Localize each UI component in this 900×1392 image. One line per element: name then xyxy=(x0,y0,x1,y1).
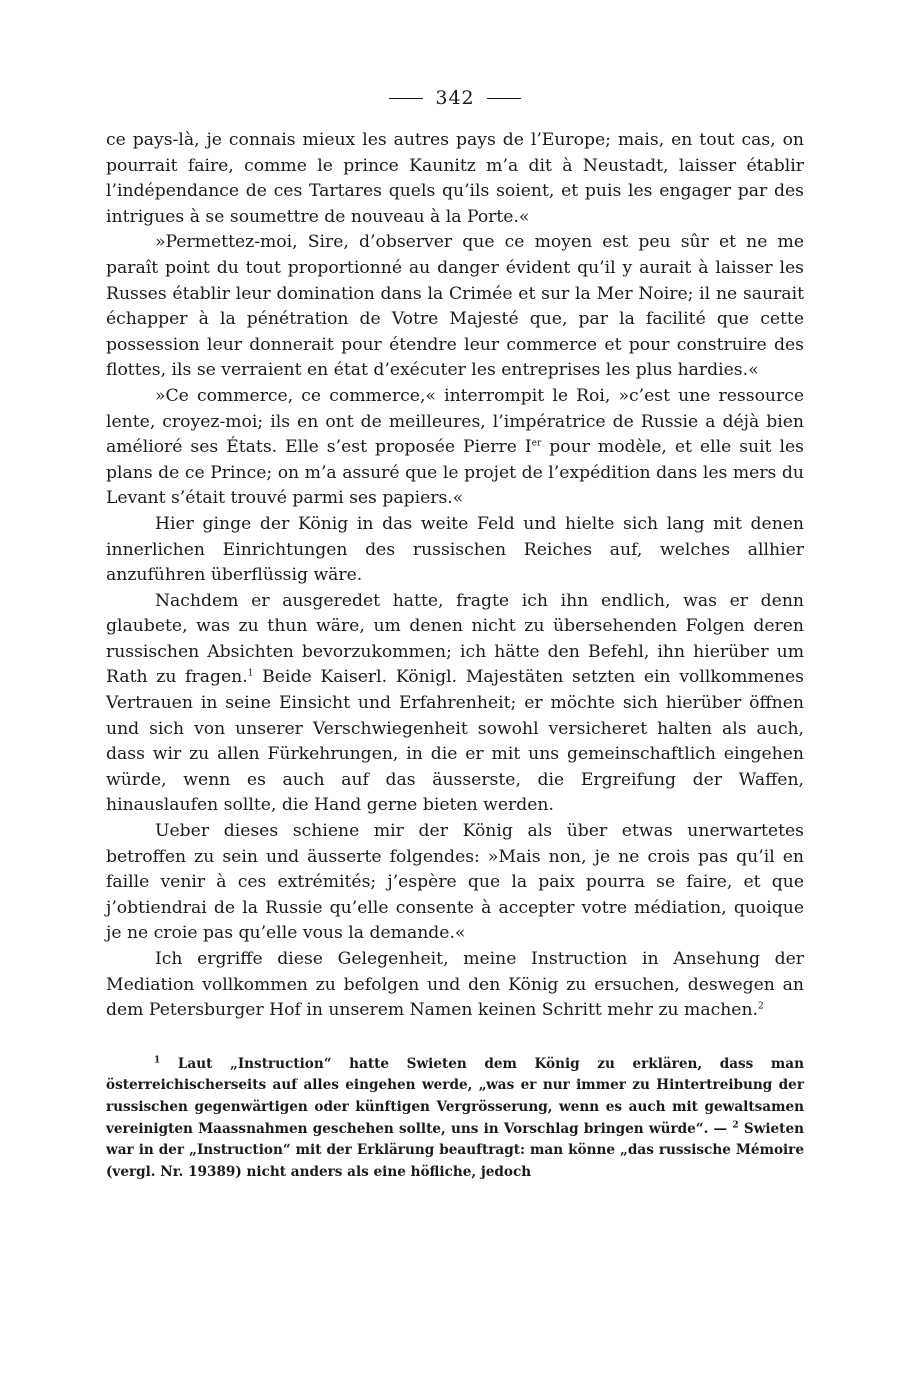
paragraph-text: Hier ginge der König in das weite Feld und hielte sich lang mit denen innerlichen Einrichtungen des russischen Reiches auf, welches allhier anzuführen überflüssig wäre. xyxy=(106,513,804,586)
paragraph-2 xyxy=(106,230,804,384)
footnotes xyxy=(106,1054,804,1184)
paragraph-text: »Ce commerce, ce commerce,« interrompit le Roi, »c’est une ressource lente, croyez-moi; ils en ont de meilleures, l’impératrice de Russie a déjà bien amélioré ses États. Elle s’est proposée Pierre I xyxy=(106,385,804,458)
paragraph-text: pour modèle, et elle suit les plans de ce Prince; on m’a assuré que le projet de l’expédition dans les mers du Levant s’était trouvé parmi ses papiers.« xyxy=(106,437,804,509)
paragraph-text: ce pays-là, je connais mieux les autres pays de l’Europe; mais, en tout cas, on pourrait faire, comme le prince Kaunitz m’a dit à Neustadt, laisser établir l’indépendance de ces Tartares quels qu’ils soient, et puis les engager par des intrigues à se soumettre de nouveau à la Porte.« xyxy=(106,130,804,227)
footnote-ref-2[interactable]: 2 xyxy=(757,1001,764,1012)
paragraph-text: Ueber dieses schiene mir der König als über etwas unerwartetes betroffen zu sein und äusserte folgendes: »Mais non, je ne crois pas qu’il en faille venir à ces extrémités; j’espère que la paix pourra se faire, et que j’obtiendrai de la Russie qu’elle consente à accepter votre médiation, quoique je ne croie pas qu’elle vous la demande.« xyxy=(106,821,804,944)
body-text xyxy=(106,128,804,1024)
footnote-text-2: Swieten war in der „Instruction“ mit der Erklärung beauftragt: man könne „das russische Mémoire (vergl. Nr. 19389) nicht anders als eine höfliche, jedoch xyxy=(106,1120,804,1180)
footnote-ref-1[interactable]: 1 xyxy=(247,668,254,679)
footnote-block xyxy=(106,1054,804,1184)
document-page xyxy=(106,84,804,1183)
footnote-marker-2: 2 xyxy=(732,1120,739,1131)
paragraph-5 xyxy=(106,589,804,819)
footnote-marker-1: 1 xyxy=(154,1055,161,1066)
page-number: 342 xyxy=(435,87,475,109)
paragraph-text: Beide Kaiserl. Königl. Majestäten setzten ein vollkommenes Vertrauen in seine Einsicht und Erfahrenheit; er möchte sich hierüber öffnen und sich von unserer Verschwiegenheit sowohl versicheret halten als auch, dass wir zu allen Fürkehrungen, in die er mit uns gemeinschaftlich eingehen würde, wenn es auch auf das äusserste, die Ergreifung der Waffen, hinauslaufen sollte, die Hand gerne bieten werden. xyxy=(106,667,804,816)
paragraph-6 xyxy=(106,819,804,947)
footnote-text-1: Laut „Instruction“ hatte Swieten dem König zu erklären, dass man österreichischerseits auf alles eingehen werde, „was er nur immer zu Hintertreibung der russischen gegenwärtigen oder künftigen Vergrösserung, wenn es auch mit gewaltsamen vereinigten Maassnahmen geschehen sollte, uns in Vorschlag bringen würde“. — xyxy=(106,1055,804,1137)
paragraph-text: »Permettez-moi, Sire, d’observer que ce moyen est peu sûr et ne me paraît point du tout proportionné au danger évident qu’il y aurait à laisser les Russes établir leur domination dans la Crimée et sur la Mer Noire; il ne saurait échapper à la pénétration de Votre Majesté que, par la facilité que cette possession leur donnerait pour étendre leur commerce et pour construire des flottes, ils se verraient en état d’exécuter les entreprises les plus hardies.« xyxy=(106,232,804,381)
ordinal-superscript: er xyxy=(531,438,542,449)
paragraph-1 xyxy=(106,128,804,230)
header-rule-right xyxy=(487,98,521,99)
header-rule-left xyxy=(389,98,423,99)
paragraph-text: Ich ergriffe diese Gelegenheit, meine Instruction in Ansehung der Mediation vollkommen zu befolgen und den König zu ersuchen, deswegen an dem Petersburger Hof in unserem Namen keinen Schritt mehr zu machen. xyxy=(106,949,804,1021)
paragraph-3 xyxy=(106,384,804,512)
paragraph-7 xyxy=(106,947,804,1024)
page-header xyxy=(106,84,804,112)
paragraph-text: Nachdem er ausgeredet hatte, fragte ich ihn endlich, was er denn glaubete, was zu thun wäre, um denen nicht zu übersehenden Folgen deren russischen Absichten bevorzukommen; ich hätte den Befehl, ihn hierüber um Rath zu fragen. xyxy=(106,590,804,688)
paragraph-4 xyxy=(106,512,804,589)
